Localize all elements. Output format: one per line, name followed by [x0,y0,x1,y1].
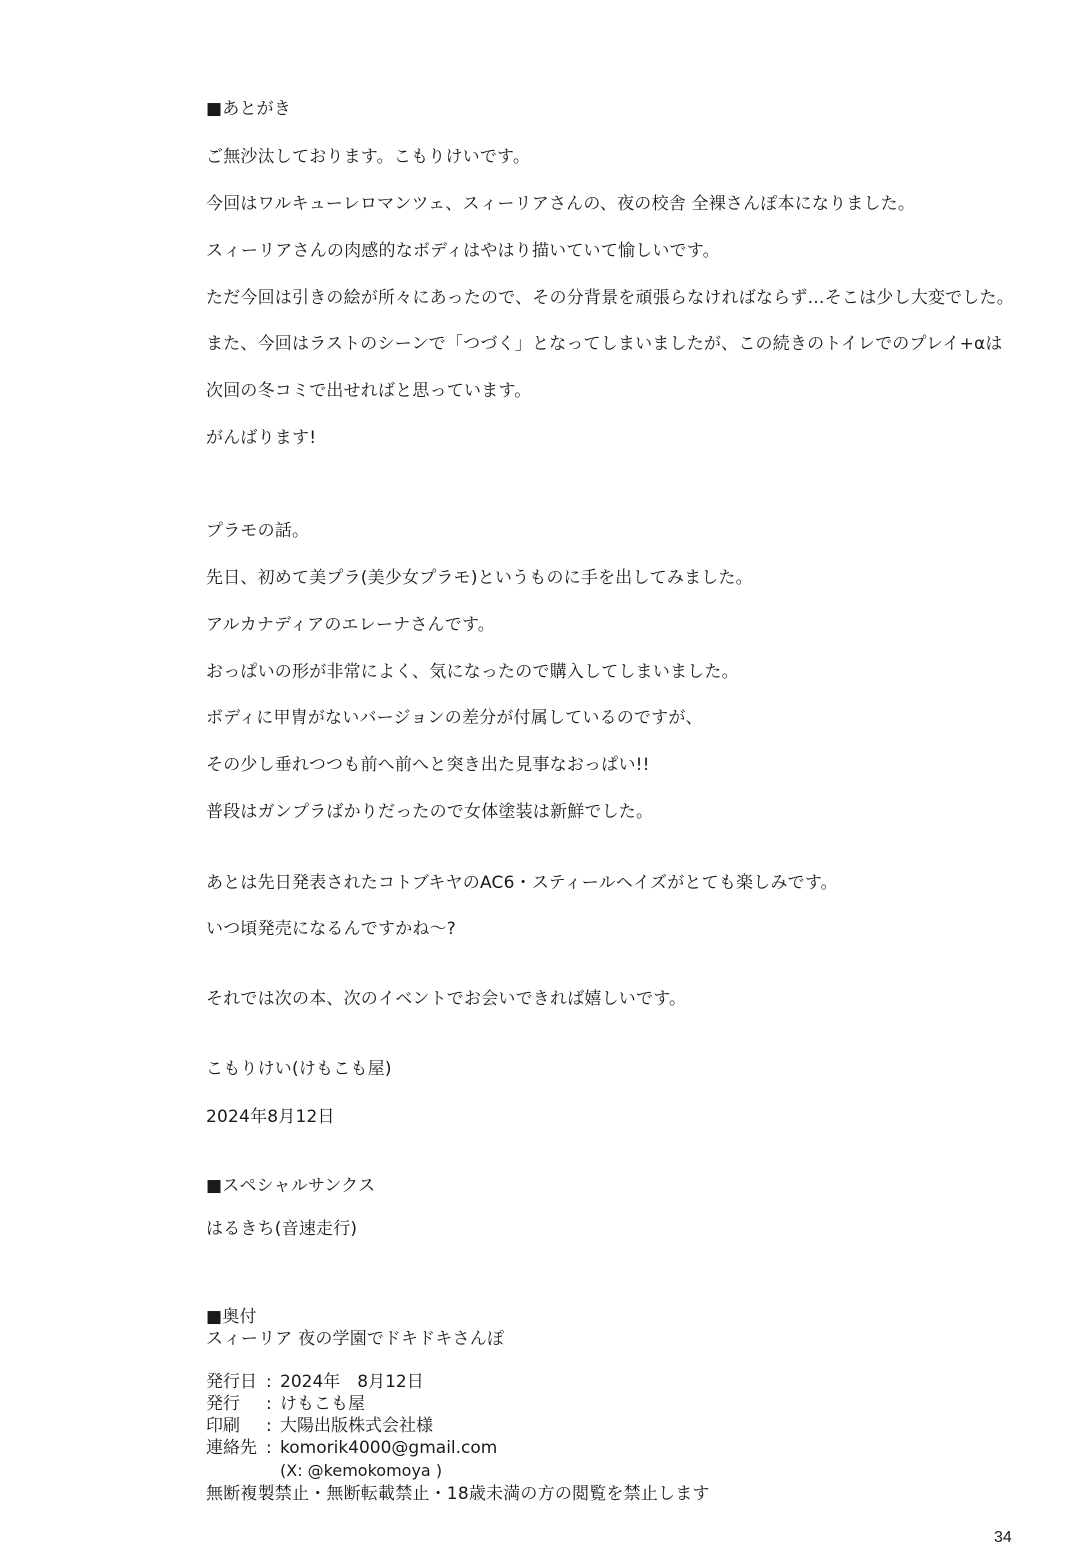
afterword-paragraph: 今回はワルキューレロマンツェ、スィーリアさんの、夜の校舎 全裸さんぽ本になりました。 [206,194,916,214]
afterword-paragraph: スィーリアさんの肉感的なボディはやはり描いていて愉しいです。 [206,241,720,261]
plamo-paragraph: いつ頃発売になるんですかね〜? [206,919,457,939]
afterword-heading: ■あとがき [206,99,292,119]
plamo-paragraph: ボディに甲冑がないバージョンの差分が付属しているのですが、 [206,708,703,728]
signature-date: 2024年8月12日 [206,1107,335,1127]
colophon-row-publisher: 発行 : けもこも屋 [206,1394,365,1414]
colophon-row-issue-date: 発行日 : 2024年 8月12日 [206,1372,424,1392]
thanks-heading: ■スペシャルサンクス [206,1176,376,1196]
contact-email: komorik4000@gmail.com [280,1438,498,1458]
afterword-paragraph: がんばります! [206,428,317,448]
plamo-paragraph: 先日、初めて美プラ(美少女プラモ)というものに手を出してみました。 [206,568,753,588]
plamo-paragraph: アルカナディアのエレーナさんです。 [206,615,495,635]
colophon-title: スィーリア 夜の学園でドキドキさんぽ [206,1329,505,1349]
plamo-paragraph: あとは先日発表されたコトブキヤのAC6・スティールヘイズがとても楽しみです。 [206,873,838,893]
prohibition-notice: 無断複製禁止・無断転載禁止・18歳未満の方の閲覧を禁止します [206,1484,710,1504]
colophon-value: けもこも屋 [280,1394,365,1414]
plamo-paragraph: プラモの話。 [206,521,310,541]
afterword-paragraph: ご無沙汰しております。こもりけいです。 [206,147,531,167]
afterword-paragraph: また、今回はラストのシーンで「つづく」となってしまいましたが、この続きのトイレでのプレイ+αは [206,334,1003,354]
plamo-paragraph: おっぱいの形が非常によく、気になったので購入してしまいました。 [206,662,739,682]
colophon-label: 発行日 [206,1372,257,1392]
plamo-paragraph: 普段はガンプラばかりだったので女体塗装は新鮮でした。 [206,802,654,822]
plamo-paragraph: その少し垂れつつも前へ前へと突き出た見事なおっぱい!! [206,755,650,775]
colophon-label: 発行 [206,1394,240,1414]
colophon-heading: ■奥付 [206,1307,257,1327]
plamo-paragraph: それでは次の本、次のイベントでお会いできれば嬉しいです。 [206,989,687,1009]
colophon-label: 印刷 [206,1416,240,1436]
author-signature: こもりけい(けもこも屋) [206,1059,392,1079]
x-account: (X: @kemokomoya ) [280,1461,443,1480]
colophon-value: 2024年 8月12日 [280,1372,424,1392]
thanks-name: はるきち(音速走行) [206,1219,358,1239]
afterword-paragraph: 次回の冬コミで出せればと思っています。 [206,381,532,401]
afterword-paragraph: ただ今回は引きの絵が所々にあったので、その分背景を頑張らなければならず…そこは少し大変でした。 [206,288,1014,308]
colophon-row-contact: 連絡先 : komorik4000@gmail.com [206,1438,498,1458]
colophon-value: 大陽出版株式会社様 [280,1416,433,1436]
colophon-label: 連絡先 [206,1438,257,1458]
page-number: 34 [994,1529,1012,1546]
colophon-row-printer: 印刷 : 大陽出版株式会社様 [206,1416,433,1436]
